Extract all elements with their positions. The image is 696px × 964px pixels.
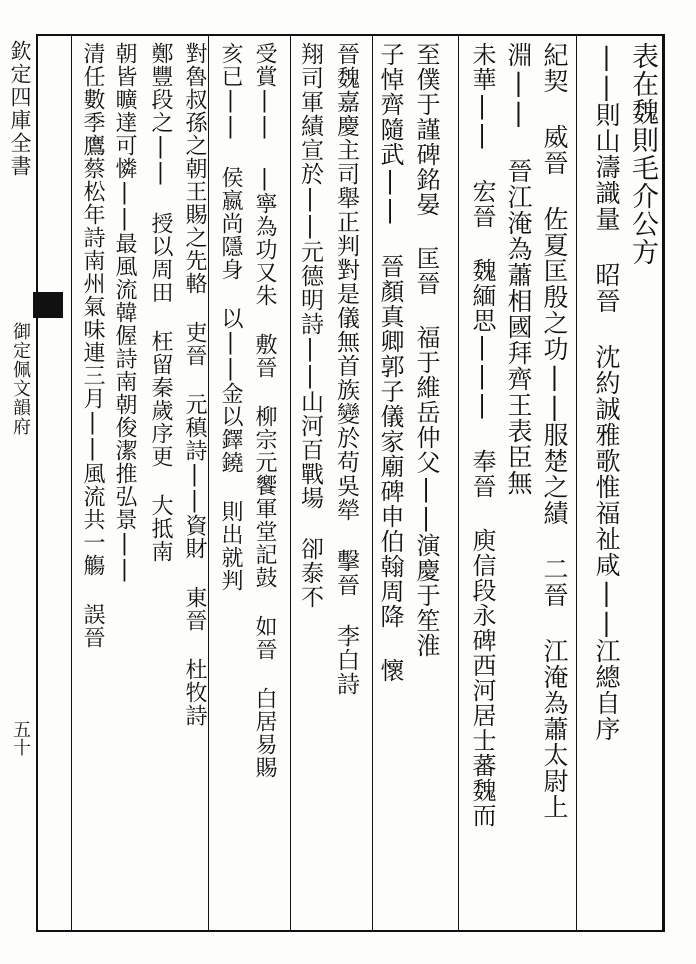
- frame-bottom-rule: [36, 930, 664, 932]
- text-column-2: ||則山濤識量 昭晉 沈約誠雅歌惟福祉咸||江總自序: [592, 42, 621, 742]
- text-column-5: 未華|| 宏晉 魏緬思||| 奉晉 庾信段永碑西河居士蕃魏而: [468, 42, 496, 828]
- fish-tail-mark: [33, 292, 63, 318]
- text-column-15: 清任數季鷹蔡松年詩南州氣味連三月||風流共一觴 誤晉: [80, 42, 105, 649]
- text-column-7: 子悼齊隨武|| 晉顏真卿郭子儀家廟碑申伯翰周降 懷: [376, 42, 404, 683]
- collection-title: 欽定四庫全書: [8, 40, 32, 178]
- text-column-13: 鄭豐段之|| 授以周田 枉留秦歲序更 大抵南: [148, 42, 173, 563]
- text-column-12: 對魯叔孫之朝王賜之先輅 吏晉 元稹詩||資財 東晉 杜牧詩: [182, 42, 207, 727]
- text-column-3: 紀契 威晉 佐夏匡殷之功||服楚之績 二晉 江淹為蕭太尉上: [540, 42, 569, 820]
- text-column-11: 亥已|| 侯嬴尚隱身 以||金以鐸鐃 則出就判: [218, 42, 243, 592]
- frame-top-rule: [36, 34, 664, 36]
- book-title: 御定佩文韻府: [10, 322, 31, 436]
- text-column-14: 朝皆曠達可憐||最風流韓偓詩南朝俊潔推弘景||: [112, 42, 137, 583]
- text-column-8: 晉魏嘉慶主司舉正判對是儀無首族變於苟吳犖 擊晉 李白詩: [333, 42, 359, 696]
- text-column-1: 表在魏則毛介公方: [627, 42, 658, 266]
- text-column-9: 翔司軍績宣於||元德明詩||山河百戰場 卻泰不: [297, 42, 323, 609]
- text-column-4: 淵|| 晉江淹為蕭相國拜齊王表臣無: [504, 42, 533, 496]
- frame-left-rule: [36, 34, 38, 932]
- text-column-10: 受賞|| |寧為功又朱 敷晉 柳宗元饗軍堂記鼓 如晉 白居易賜: [252, 42, 277, 779]
- text-column-6: 至僕于謹碑銘晏 匡晉 福于維岳仲父||演慶于笙淮: [412, 42, 440, 658]
- page-number: 五十: [10, 720, 31, 756]
